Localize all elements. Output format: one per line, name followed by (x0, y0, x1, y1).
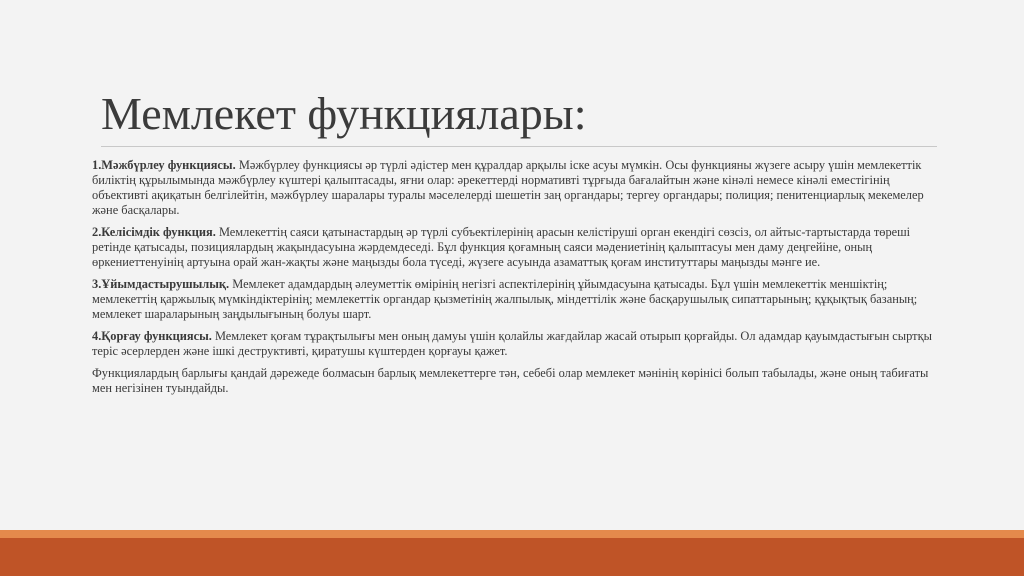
paragraph-lead: 2.Келісімдік функция. (92, 225, 216, 239)
footer-bar (0, 538, 1024, 576)
paragraph-conciliation (92, 225, 944, 270)
paragraph-lead: 1.Мәжбүрлеу функциясы. (92, 158, 236, 172)
paragraph-text: Функциялардың барлығы қандай дәрежеде болмасын барлық мемлекеттерге тән, себебі олар мемлекет мәнінің көрінісі болып табылады, және оның табиғаты мен негізінен туындайды. (92, 366, 929, 395)
paragraph-text: Мемлекеттің саяси қатынастардың әр түрлі субъектілерінің арасын келістіруші орган екендігі сөзсіз, ол айтыс-тартыстарда төреші ретінде қатысады, позициялардың жақындасуына жәрдемдеседі. Бұл функция қоғамның саяси мәдениетінің қалыптасуы мен даму деңгейіне, оның өркениеттенуінің артуына орай жан-жақты және маңызды бола түседі, жүзеге асуында азаматтық қоғам институттары маңызды мәнге ие. (92, 225, 911, 269)
paragraph-organizational (92, 277, 944, 322)
paragraph-coercion (92, 158, 944, 218)
paragraph-protection (92, 329, 944, 359)
paragraph-text: Мемлекет қоғам тұрақтылығы мен оның дамуы үшін қолайлы жағдайлар жасай отырып қорғайды. Ол адамдар қауымдастығын сыртқы теріс әсерлерден және ішкі деструктивті, қиратушы күштерден қорғауы қажет. (92, 329, 932, 358)
paragraph-text: Мемлекет адамдардың әлеуметтік өмірінің негізгі аспектілерінің ұйымдасуына қатысады. Бұл үшін мемлекеттік меншіктің; мемлекеттің қаржылық мүмкіндіктерінің; мемлекеттік органдар қызметінің жалпылық, міндеттілік және басқарушылық сипаттарының; құқықтық базаның; мемлекет шараларының заңдылығының болуы шарт. (92, 277, 918, 321)
title-divider (101, 146, 937, 147)
slide-title: Мемлекет функциялары: (101, 88, 587, 139)
slide-body (92, 158, 944, 403)
paragraph-text: Мәжбүрлеу функциясы әр түрлі әдістер мен құралдар арқылы іске асуы мүмкін. Осы функцияны жүзеге асыру үшін мемлекеттік биліктің құрылымында мәжбүрлеу күштері қалыптасады, яғни олар: әрекеттерді нормативті тұрғыда бағалайтын және кінәлі немесе кінәлі еместігінің объективті ақиқатын белгілейтін, мәжбүрлеу шаралары туралы мәселелерді шешетін заң органдары; тергеу органдары; полиция; пенитенциарлық мекемелер және басқалары. (92, 158, 924, 217)
paragraph-lead: 3.Ұйымдастырушылық. (92, 277, 230, 291)
paragraph-conclusion (92, 366, 944, 396)
footer-accent-stripe (0, 530, 1024, 538)
paragraph-lead: 4.Қорғау функциясы. (92, 329, 212, 343)
